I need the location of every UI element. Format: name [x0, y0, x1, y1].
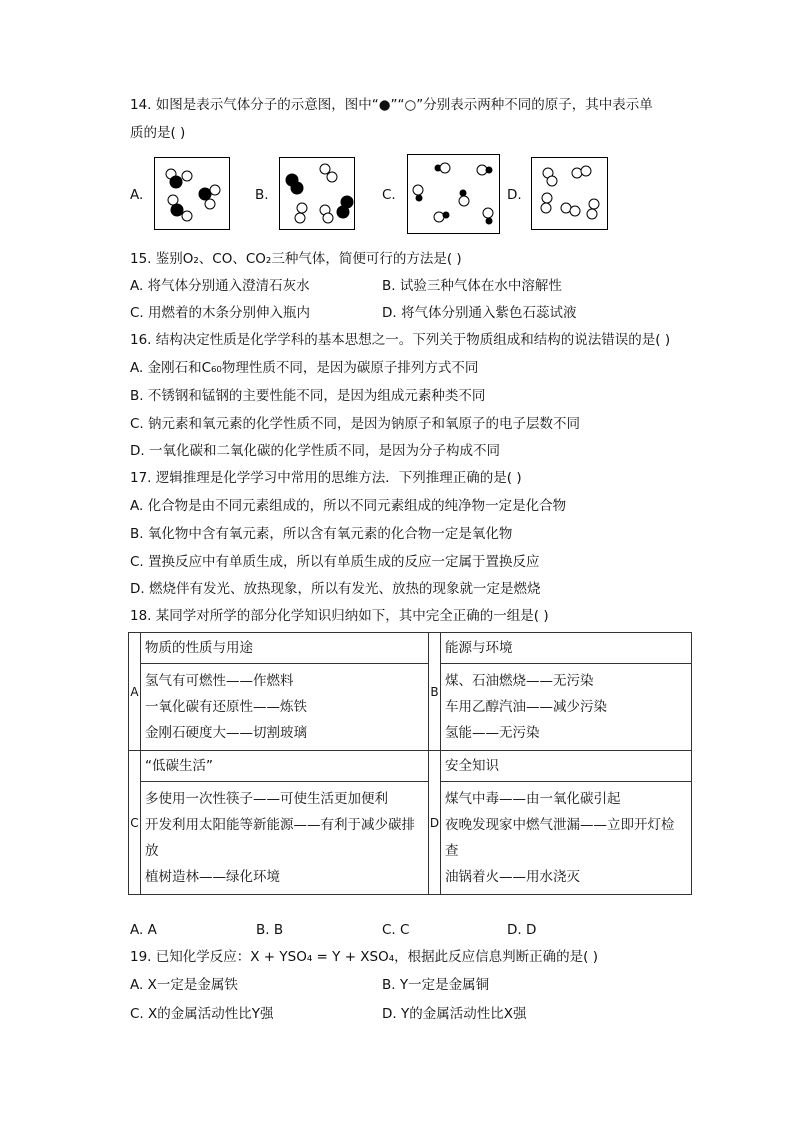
- q18-d-line: 查: [445, 843, 459, 859]
- q14-stem-line1: 14. 如图是表示气体分子的示意图，图中“●”“○”分别表示两种不同的原子，其中表示单: [130, 97, 653, 113]
- q18-letter-c: C: [129, 751, 141, 895]
- q18-stem: 18. 某同学对所学的部分化学知识归纳如下，其中完全正确的一组是( ): [130, 608, 549, 624]
- q18-cell-c: [141, 782, 429, 895]
- q18-head-b: 能源与环境: [441, 633, 692, 664]
- q18-a-line: 氢气有可燃性——作燃料: [145, 673, 294, 689]
- q18-b-line: 氢能——无污染: [445, 725, 540, 741]
- q18-a-line: 金刚石硬度大——切割玻璃: [145, 725, 307, 741]
- q18-c-line: 开发利用太阳能等新能源——有利于减少碳排: [145, 817, 415, 833]
- q18-head-c: “低碳生活”: [141, 751, 429, 782]
- q16-option-a: A. 金刚石和C₆₀物理性质不同，是因为碳原子排列方式不同: [130, 360, 479, 376]
- q19-option-d: D. Y的金属活动性比X强: [382, 1006, 527, 1022]
- q14-option-d-label: D.: [507, 187, 522, 203]
- q14-diagram-b: [279, 157, 355, 230]
- q16-option-d: D. 一氧化碳和二氧化碳的化学性质不同，是因为分子构成不同: [130, 443, 500, 459]
- q18-option-a: A. A: [130, 922, 157, 938]
- q14-diagram-d: [531, 157, 608, 230]
- q19-option-a: A. X一定是金属铁: [130, 977, 238, 993]
- q16-option-b: B. 不锈钢和锰钢的主要性能不同，是因为组成元素种类不同: [130, 388, 486, 404]
- q14-diagram-c: [407, 154, 500, 234]
- q18-letter-d: D: [429, 751, 441, 895]
- q15-option-d: D. 将气体分别通入紫色石蕊试液: [382, 305, 577, 321]
- q18-cell-b: [441, 664, 692, 751]
- q17-stem: 17. 逻辑推理是化学学习中常用的思维方法．下列推理正确的是( ): [130, 470, 522, 486]
- q18-b-line: 煤、石油燃烧——无污染: [445, 673, 594, 689]
- q18-option-d: D. D: [507, 922, 537, 938]
- q18-letter-a: A: [129, 633, 141, 751]
- q17-option-c: C. 置换反应中有单质生成，所以有单质生成的反应一定属于置换反应: [130, 554, 540, 570]
- q19-stem: 19. 已知化学反应：X + YSO₄ = Y + XSO₄，根据此反应信息判断正确的是( ): [130, 949, 598, 965]
- q18-b-line: 车用乙醇汽油——减少污染: [445, 699, 607, 715]
- q18-letter-b: B: [429, 633, 441, 751]
- q15-option-b: B. 试验三种气体在水中溶解性: [382, 278, 562, 294]
- q18-c-line: 多使用一次性筷子——可使生活更加便利: [145, 791, 388, 807]
- q14-diagram-a: [154, 157, 230, 230]
- q14-option-c-label: C.: [382, 187, 396, 203]
- q15-stem: 15. 鉴别O₂、CO、CO₂三种气体，简便可行的方法是( ): [130, 251, 462, 267]
- q19-option-b: B. Y一定是金属铜: [382, 977, 490, 993]
- q18-a-line: 一氧化碳有还原性——炼铁: [145, 699, 307, 715]
- q17-option-b: B. 氧化物中含有氧元素，所以含有氧元素的化合物一定是氧化物: [130, 526, 513, 542]
- q18-cell-d: [441, 782, 692, 895]
- q18-head-a: 物质的性质与用途: [141, 633, 429, 664]
- q15-option-a: A. 将气体分别通入澄清石灰水: [130, 278, 310, 294]
- q18-d-line: 夜晚发现家中燃气泄漏——立即开灯检: [445, 817, 675, 833]
- q14-stem-line2: 质的是( ): [130, 125, 186, 141]
- q18-option-b: B. B: [256, 922, 284, 938]
- q18-d-line: 煤气中毒——由一氧化碳引起: [445, 791, 621, 807]
- q18-table: [128, 632, 692, 895]
- q14-option-b-label: B.: [255, 187, 269, 203]
- q16-stem: 16. 结构决定性质是化学学科的基本思想之一。下列关于物质组成和结构的说法错误的是( ): [130, 332, 671, 348]
- q18-option-c: C. C: [382, 922, 410, 938]
- q18-head-d: 安全知识: [441, 751, 692, 782]
- q19-option-c: C. X的金属活动性比Y强: [130, 1006, 274, 1022]
- q18-c-line: 植树造林——绿化环境: [145, 869, 280, 885]
- q15-option-c: C. 用燃着的木条分别伸入瓶内: [130, 305, 311, 321]
- q16-option-c: C. 钠元素和氧元素的化学性质不同，是因为钠原子和氧原子的电子层数不同: [130, 416, 581, 432]
- q18-d-line: 油锅着火——用水浇灭: [445, 869, 580, 885]
- q14-option-a-label: A.: [130, 187, 144, 203]
- q18-c-line: 放: [145, 843, 159, 859]
- q17-option-d: D. 燃烧伴有发光、放热现象，所以有发光、放热的现象就一定是燃烧: [130, 581, 541, 597]
- q17-option-a: A. 化合物是由不同元素组成的，所以不同元素组成的纯净物一定是化合物: [130, 498, 567, 514]
- q18-cell-a: [141, 664, 429, 751]
